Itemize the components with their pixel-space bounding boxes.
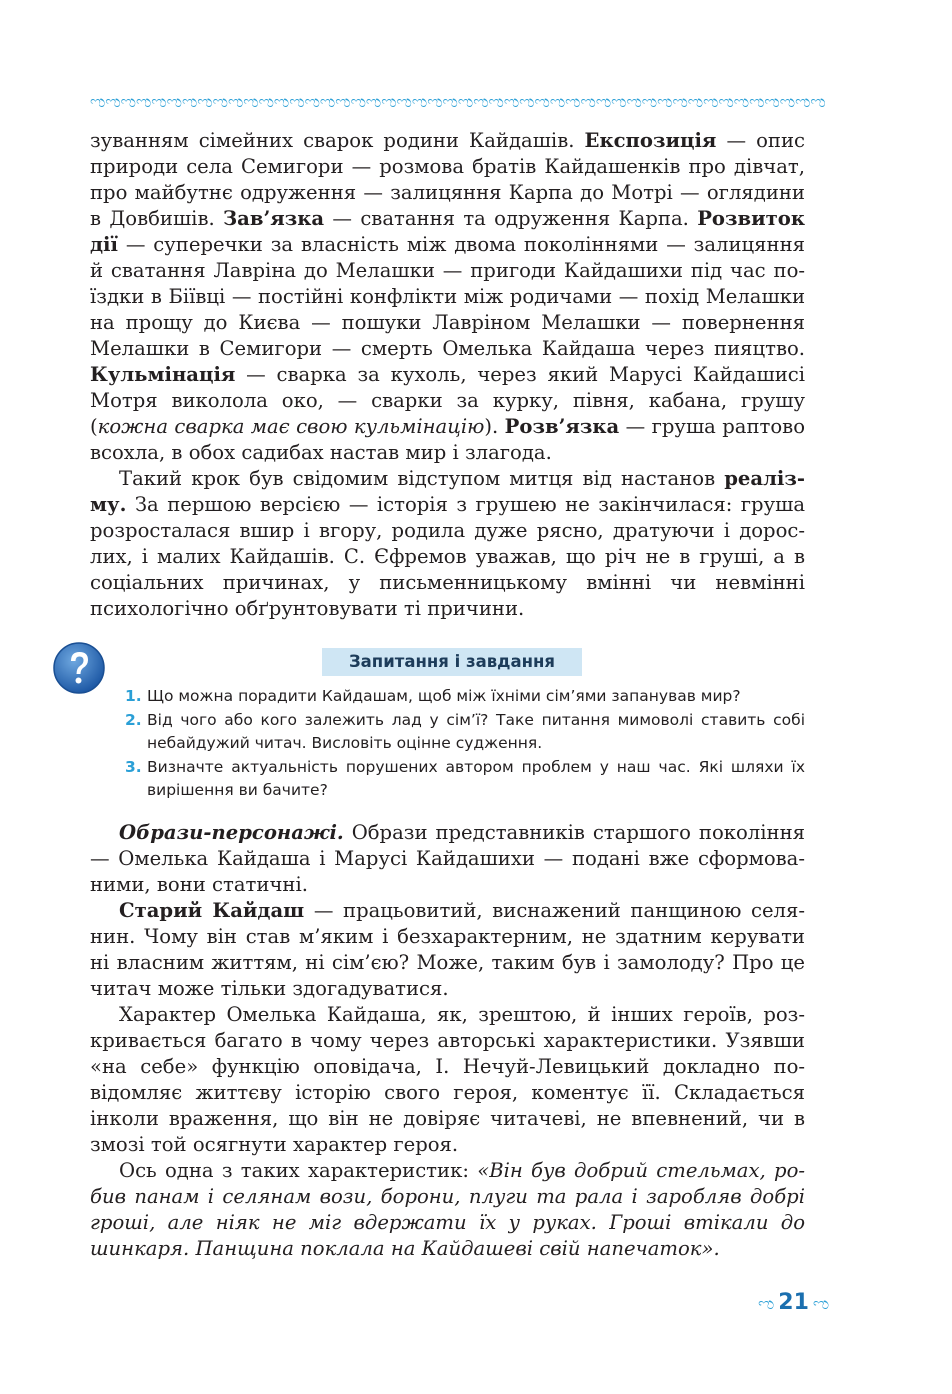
question-text: Що можна порадити Кайдашам, щоб між їхніми сім’ями запанував мир? (147, 687, 741, 705)
questions-heading: Запитання і завдання (322, 648, 582, 676)
top-ornament-border: ಌಌಌಌಌಌಌಌಌಌಌಌಌಌಌಌಌಌಌಌಌಌಌಌಌಌಌಌಌಌಌಌಌಌಌಌಌಌಌಌಌಌಌಌಌಌಌಌ (90, 92, 826, 111)
paragraph-realism: Такий крок був свідомим відступом митця від настанов реалізму. За першою версією — історія з грушею не закінчилася: груша розросталася вшир і вгору, родила дуже рясно, дратуючи і дорослих, і малих Кайдашів. С. Єфремов уважав, що річ не в груші, а в соціальних причинах, у письменницькому вмінні чи невмінні психологічно обґрунтовувати ті причини. (90, 467, 805, 620)
questions-list (125, 685, 805, 803)
paragraph-old-kaidash: Старий Кайдаш — працьовитий, виснажений панщиною селянин. Чому він став м’яким і безхарактерним, не здатним керувати ні власним життям, ні сім’єю? Може, таким був і замолоду? Про це читач може тільки здогадуватися. (90, 899, 805, 1000)
ornament-swirl-icon: ಌ (758, 1294, 775, 1314)
question-mark-icon (52, 641, 106, 695)
question-item (125, 685, 805, 709)
question-number: 3. (125, 757, 142, 776)
paragraph-quote: Ось одна з таких характеристик: «Він був добрий стельмах, робив панам і селянам вози, борони, плуги та рала і заробляв добрі гроші, але ніяк не міг вдержати їх у руках. Гроші втікали до шинкаря. Панщина поклала на Кайдашеві свій напечаток». (90, 1159, 805, 1260)
page-number-value: 21 (778, 1290, 809, 1315)
main-text-block-1 (90, 128, 805, 622)
paragraph-composition: зуванням сімейних сварок родини Кайдашів. Експозиція — опис природи села Семигори — розмова братів Кайдашенків про дівчат, про майбутнє одруження — залицяння Карпа до Мотрі — оглядини в Довбишів. Зав’язка — сватання та одруження Карпа. Розвиток дії — суперечки за власність між двома поколіннями — залицяння й сватання Лавріна до Мелашки — пригоди Кайдашихи під час поїздки в Біївці — постійні конфлікти між родичами — похід Мелашки на прощу до Києва — пошуки Лавріном Мелашки — повернення Мелашки в Семигори — смерть Омелька Кайдаша через пияцтво. Кульмінація — сварка за кухоль, через який Марусі Кайдашисі Мотря виколола око, — сварки за курку, півня, кабана, грушу (кожна сварка має свою кульмінацію). Розв’язка — груша раптово всохла, в обох садибах настав мир і злагода. (90, 129, 806, 464)
ornament-swirl-icon: ಌ (812, 1294, 830, 1314)
question-item (125, 709, 805, 756)
question-number: 1. (125, 687, 142, 705)
page-number (758, 1287, 829, 1317)
question-item (125, 756, 805, 803)
main-text-block-2 (90, 820, 805, 1262)
question-text: Від чого або кого залежить лад у сім’ї? Таке питання мимоволі ставить собі небайдужий читач. Висловіть оцінне судження. (147, 710, 805, 752)
paragraph-character: Характер Омелька Кайдаша, як, зрештою, й інших героїв, розкривається багато в чому через авторські характеристики. Узявши «на себе» функцію оповідача, І. Нечуй-Левицький докладно повідомляє життєву історію свого героя, коментує її. Складається інколи враження, що він не довіряє читачеві, не впевнений, чи в змозі той осягнути характер героя. (90, 1003, 805, 1156)
question-text: Визначте актуальність порушених автором проблем у наш час. Які шляхи їх вирішення ви бачите? (147, 757, 805, 799)
paragraph-images: Образи-персонажі. Образи представників старшого покоління — Омелька Кайдаша і Марусі Кайдашихи — подані вже сформованими, вони статичні. (90, 821, 805, 896)
question-number: 2. (125, 710, 142, 729)
